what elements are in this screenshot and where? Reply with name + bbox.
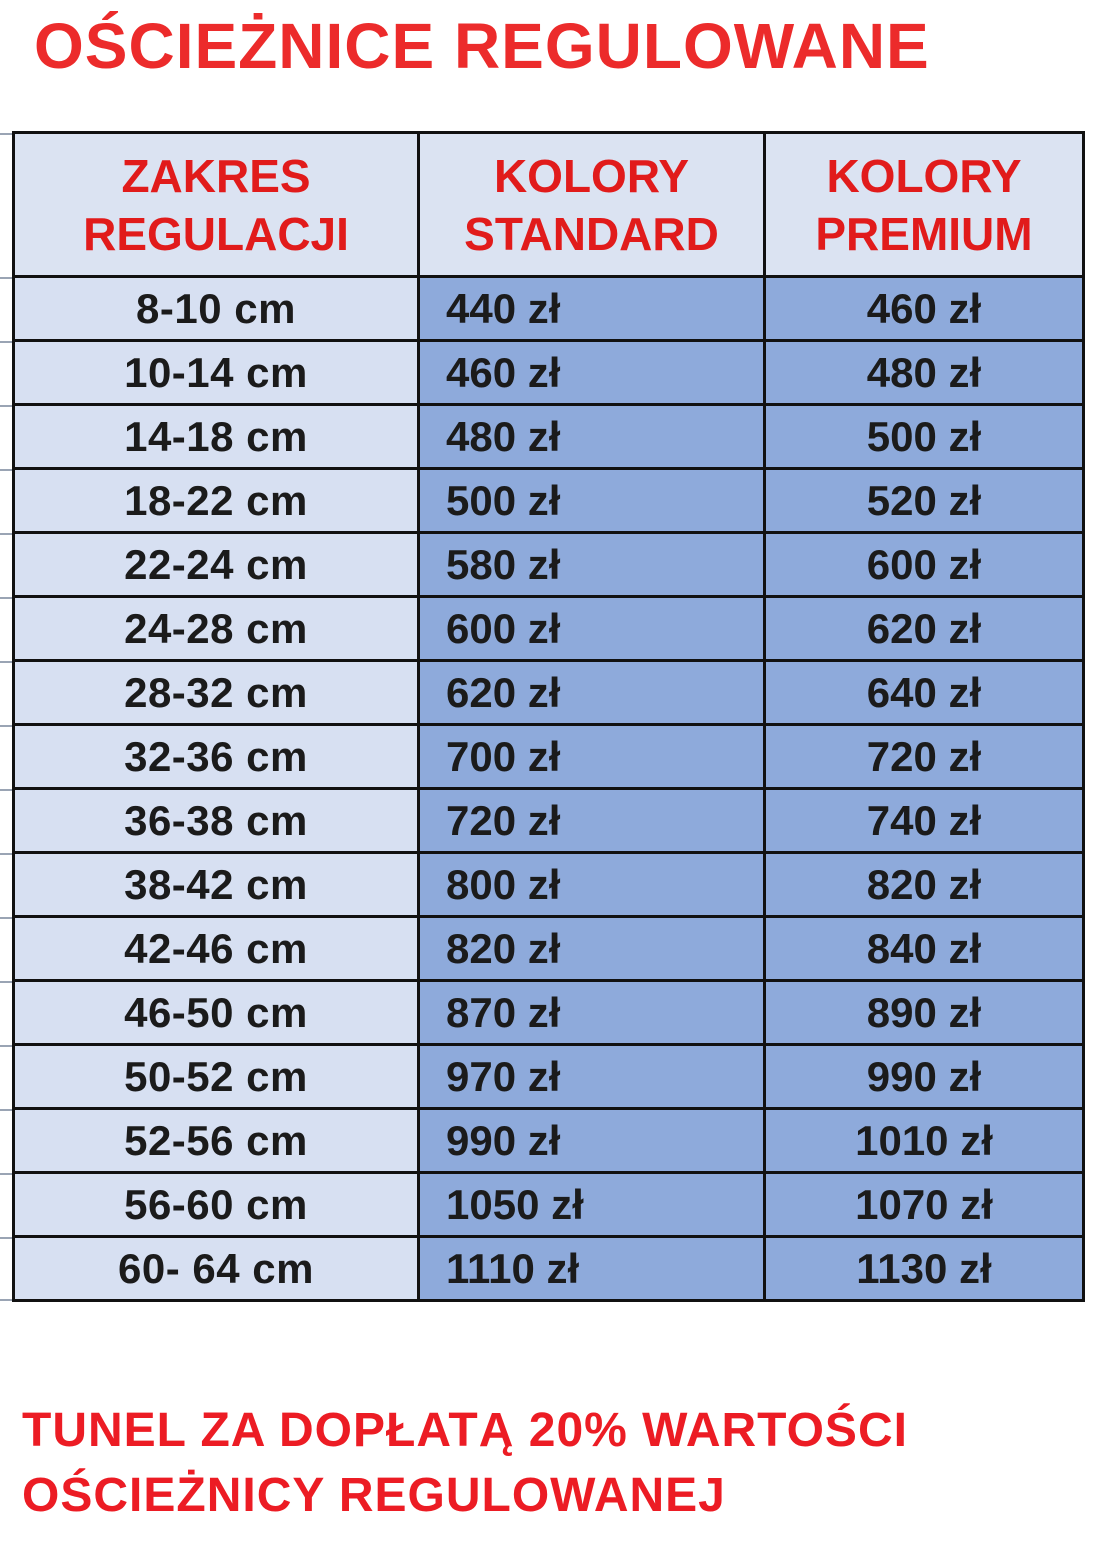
price-table-body: [14, 277, 1084, 1301]
edge-tick: [0, 1109, 12, 1111]
standard-price-cell: 440 zł: [419, 277, 765, 341]
edge-tick: [0, 277, 12, 279]
premium-price-cell: 1010 zł: [765, 1109, 1084, 1173]
table-row: [14, 853, 1084, 917]
table-row: [14, 277, 1084, 341]
premium-price-cell: 740 zł: [765, 789, 1084, 853]
table-row: [14, 597, 1084, 661]
footer-note-line-2: OŚCIEŻNICY REGULOWANEJ: [22, 1469, 726, 1522]
edge-tick: [0, 405, 12, 407]
footer-note: [22, 1398, 1092, 1528]
footer-note-line-1: TUNEL ZA DOPŁATĄ 20% WARTOŚCI: [22, 1404, 908, 1457]
table-row: [14, 1237, 1084, 1301]
table-row: [14, 789, 1084, 853]
premium-price-cell: 890 zł: [765, 981, 1084, 1045]
range-cell: 32-36 cm: [14, 725, 419, 789]
standard-price-cell: 460 zł: [419, 341, 765, 405]
table-row: [14, 981, 1084, 1045]
range-cell: 52-56 cm: [14, 1109, 419, 1173]
edge-tick: [0, 981, 12, 983]
range-cell: 28-32 cm: [14, 661, 419, 725]
standard-price-cell: 720 zł: [419, 789, 765, 853]
range-cell: 46-50 cm: [14, 981, 419, 1045]
table-row: [14, 1045, 1084, 1109]
table-row: [14, 725, 1084, 789]
header-standard-line-1: KOLORY: [493, 149, 690, 202]
range-cell: 42-46 cm: [14, 917, 419, 981]
range-cell: 22-24 cm: [14, 533, 419, 597]
table-row: [14, 1109, 1084, 1173]
premium-price-cell: 820 zł: [765, 853, 1084, 917]
header-range-line-2: REGULACJI: [83, 207, 349, 260]
edge-tick: [0, 533, 12, 535]
range-cell: 24-28 cm: [14, 597, 419, 661]
standard-price-cell: 970 zł: [419, 1045, 765, 1109]
range-cell: 10-14 cm: [14, 341, 419, 405]
premium-price-cell: 460 zł: [765, 277, 1084, 341]
range-cell: 56-60 cm: [14, 1173, 419, 1237]
standard-price-cell: 1110 zł: [419, 1237, 765, 1301]
edge-tick: [0, 1299, 12, 1301]
edge-tick: [0, 133, 12, 135]
standard-price-cell: 500 zł: [419, 469, 765, 533]
edge-tick: [0, 1237, 12, 1239]
range-cell: 60- 64 cm: [14, 1237, 419, 1301]
premium-price-cell: 720 zł: [765, 725, 1084, 789]
header-range: [14, 133, 419, 277]
standard-price-cell: 700 zł: [419, 725, 765, 789]
header-premium-line-1: KOLORY: [826, 149, 1022, 202]
edge-tick: [0, 853, 12, 855]
standard-price-cell: 580 zł: [419, 533, 765, 597]
premium-price-cell: 520 zł: [765, 469, 1084, 533]
range-cell: 50-52 cm: [14, 1045, 419, 1109]
edge-tick: [0, 469, 12, 471]
standard-price-cell: 1050 zł: [419, 1173, 765, 1237]
standard-price-cell: 480 zł: [419, 405, 765, 469]
premium-price-cell: 640 zł: [765, 661, 1084, 725]
premium-price-cell: 620 zł: [765, 597, 1084, 661]
table-header-row: [14, 133, 1084, 277]
table-row: [14, 1173, 1084, 1237]
edge-tick: [0, 917, 12, 919]
table-row: [14, 661, 1084, 725]
edge-tick: [0, 597, 12, 599]
edge-tick: [0, 661, 12, 663]
header-standard: [419, 133, 765, 277]
header-standard-line-2: STANDARD: [464, 207, 719, 260]
range-cell: 14-18 cm: [14, 405, 419, 469]
edge-tick: [0, 789, 12, 791]
premium-price-cell: 1070 zł: [765, 1173, 1084, 1237]
premium-price-cell: 840 zł: [765, 917, 1084, 981]
header-premium-line-2: PREMIUM: [815, 207, 1033, 260]
premium-price-cell: 500 zł: [765, 405, 1084, 469]
range-cell: 18-22 cm: [14, 469, 419, 533]
standard-price-cell: 620 zł: [419, 661, 765, 725]
header-premium: [765, 133, 1084, 277]
standard-price-cell: 870 zł: [419, 981, 765, 1045]
table-row: [14, 405, 1084, 469]
header-range-line-1: ZAKRES: [121, 149, 311, 202]
edge-tick: [0, 725, 12, 727]
range-cell: 38-42 cm: [14, 853, 419, 917]
table-row: [14, 533, 1084, 597]
standard-price-cell: 820 zł: [419, 917, 765, 981]
standard-price-cell: 600 zł: [419, 597, 765, 661]
premium-price-cell: 480 zł: [765, 341, 1084, 405]
range-cell: 8-10 cm: [14, 277, 419, 341]
premium-price-cell: 600 zł: [765, 533, 1084, 597]
table-row: [14, 469, 1084, 533]
edge-tick: [0, 341, 12, 343]
table-row: [14, 917, 1084, 981]
standard-price-cell: 990 zł: [419, 1109, 765, 1173]
premium-price-cell: 1130 zł: [765, 1237, 1084, 1301]
table-row: [14, 341, 1084, 405]
standard-price-cell: 800 zł: [419, 853, 765, 917]
premium-price-cell: 990 zł: [765, 1045, 1084, 1109]
range-cell: 36-38 cm: [14, 789, 419, 853]
price-table: [12, 131, 1085, 1302]
page-title: OŚCIEŻNICE REGULOWANE: [34, 10, 930, 82]
edge-tick: [0, 1045, 12, 1047]
edge-tick: [0, 1173, 12, 1175]
